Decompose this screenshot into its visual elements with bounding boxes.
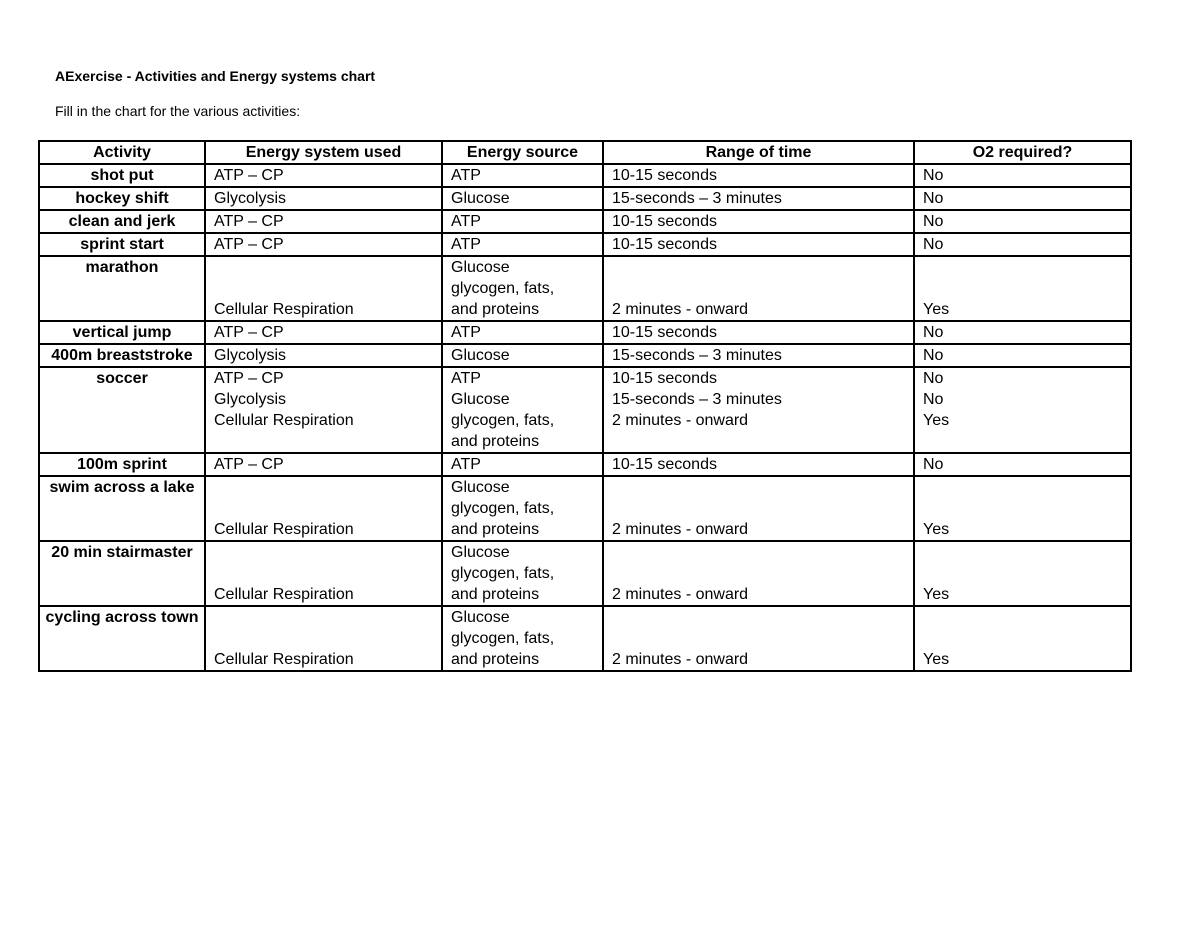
o2-required-cell	[914, 476, 1131, 541]
energy-system-cell	[205, 476, 442, 541]
o2-required-cell	[914, 187, 1131, 210]
activity-cell: soccer	[39, 367, 205, 453]
table-row	[39, 476, 1131, 541]
cell-line: ATP – CP	[214, 236, 284, 253]
cell-line: and proteins	[451, 521, 540, 538]
table-row	[39, 321, 1131, 344]
cell-line: Cellular Respiration	[214, 651, 354, 668]
energy-source-cell	[442, 453, 603, 476]
energy-source-cell	[442, 187, 603, 210]
energy-system-cell	[205, 321, 442, 344]
cell-line: Glucose	[451, 544, 510, 561]
header-activity: Activity	[39, 141, 205, 164]
header-energy-source: Energy source	[442, 141, 603, 164]
range-of-time-cell	[603, 476, 914, 541]
cell-line: 15-seconds – 3 minutes	[612, 391, 782, 408]
o2-required-cell	[914, 344, 1131, 367]
cell-line: 15-seconds – 3 minutes	[612, 347, 782, 364]
cell-line: glycogen, fats,	[451, 630, 555, 647]
o2-required-cell	[914, 256, 1131, 321]
range-of-time-cell	[603, 367, 914, 453]
cell-line: No	[923, 347, 944, 364]
cell-line: 2 minutes - onward	[612, 651, 749, 668]
energy-systems-table	[38, 140, 1132, 672]
cell-line: No	[923, 391, 944, 408]
header-range-of-time: Range of time	[603, 141, 914, 164]
energy-system-cell	[205, 256, 442, 321]
cell-line: ATP	[451, 213, 481, 230]
energy-system-cell	[205, 541, 442, 606]
cell-line: Glucose	[451, 190, 510, 207]
energy-system-cell	[205, 210, 442, 233]
cell-line: Glucose	[451, 259, 510, 276]
energy-source-cell	[442, 210, 603, 233]
cell-line: No	[923, 167, 944, 184]
table-row	[39, 541, 1131, 606]
energy-system-cell	[205, 367, 442, 453]
energy-system-cell	[205, 453, 442, 476]
energy-source-cell	[442, 164, 603, 187]
cell-line: ATP – CP	[214, 324, 284, 341]
cell-line: 10-15 seconds	[612, 213, 717, 230]
energy-source-cell	[442, 541, 603, 606]
activity-cell: shot put	[39, 164, 205, 187]
cell-line: Yes	[923, 586, 950, 603]
energy-system-cell	[205, 164, 442, 187]
energy-system-cell	[205, 233, 442, 256]
cell-line: No	[923, 370, 944, 387]
cell-line: Yes	[923, 521, 950, 538]
activity-cell: sprint start	[39, 233, 205, 256]
energy-system-cell	[205, 344, 442, 367]
cell-line: Cellular Respiration	[214, 301, 354, 318]
page-title: AExercise - Activities and Energy systems chart	[55, 68, 376, 84]
activity-cell: 100m sprint	[39, 453, 205, 476]
cell-line: No	[923, 456, 944, 473]
cell-line: ATP	[451, 167, 481, 184]
activity-cell: swim across a lake	[39, 476, 205, 541]
cell-line: Cellular Respiration	[214, 521, 354, 538]
cell-line: and proteins	[451, 651, 540, 668]
range-of-time-cell	[603, 187, 914, 210]
cell-line: No	[923, 324, 944, 341]
cell-line: glycogen, fats,	[451, 500, 555, 517]
o2-required-cell	[914, 233, 1131, 256]
activity-cell: 400m breaststroke	[39, 344, 205, 367]
cell-line: glycogen, fats,	[451, 280, 555, 297]
cell-line: No	[923, 236, 944, 253]
table-body	[39, 164, 1131, 671]
energy-source-cell	[442, 321, 603, 344]
header-energy-system: Energy system used	[205, 141, 442, 164]
o2-required-cell	[914, 541, 1131, 606]
header-o2-required: O2 required?	[914, 141, 1131, 164]
table-header-row	[39, 141, 1131, 164]
range-of-time-cell	[603, 321, 914, 344]
range-of-time-cell	[603, 164, 914, 187]
table-row	[39, 187, 1131, 210]
range-of-time-cell	[603, 344, 914, 367]
activity-cell: cycling across town	[39, 606, 205, 671]
activity-cell: marathon	[39, 256, 205, 321]
table-row	[39, 233, 1131, 256]
table-row	[39, 606, 1131, 671]
energy-source-cell	[442, 476, 603, 541]
range-of-time-cell	[603, 210, 914, 233]
cell-line: Glucose	[451, 347, 510, 364]
activity-cell: hockey shift	[39, 187, 205, 210]
activity-cell: vertical jump	[39, 321, 205, 344]
cell-line: ATP	[451, 236, 481, 253]
o2-required-cell	[914, 210, 1131, 233]
range-of-time-cell	[603, 256, 914, 321]
cell-line: Yes	[923, 412, 950, 429]
cell-line: 2 minutes - onward	[612, 412, 749, 429]
cell-line: 10-15 seconds	[612, 370, 717, 387]
table-row	[39, 256, 1131, 321]
table-row	[39, 344, 1131, 367]
cell-line: and proteins	[451, 433, 540, 450]
table-row	[39, 210, 1131, 233]
cell-line: Yes	[923, 301, 950, 318]
o2-required-cell	[914, 606, 1131, 671]
cell-line: ATP	[451, 370, 481, 387]
cell-line: Glycolysis	[214, 347, 287, 364]
energy-source-cell	[442, 367, 603, 453]
cell-line: ATP – CP	[214, 456, 284, 473]
cell-line: Glucose	[451, 391, 510, 408]
cell-line: 10-15 seconds	[612, 167, 717, 184]
cell-line: glycogen, fats,	[451, 412, 555, 429]
cell-line: 2 minutes - onward	[612, 586, 749, 603]
cell-line: Cellular Respiration	[214, 586, 354, 603]
cell-line: 10-15 seconds	[612, 236, 717, 253]
energy-system-cell	[205, 187, 442, 210]
activity-cell: clean and jerk	[39, 210, 205, 233]
range-of-time-cell	[603, 453, 914, 476]
cell-line: Glycolysis	[214, 391, 287, 408]
cell-line: ATP – CP	[214, 370, 284, 387]
o2-required-cell	[914, 321, 1131, 344]
cell-line: 2 minutes - onward	[612, 521, 749, 538]
cell-line: ATP – CP	[214, 167, 284, 184]
activity-cell: 20 min stairmaster	[39, 541, 205, 606]
cell-line: No	[923, 213, 944, 230]
cell-line: Glycolysis	[214, 190, 287, 207]
cell-line: ATP	[451, 324, 481, 341]
cell-line: No	[923, 190, 944, 207]
range-of-time-cell	[603, 606, 914, 671]
o2-required-cell	[914, 453, 1131, 476]
cell-line: Cellular Respiration	[214, 412, 354, 429]
cell-line: 2 minutes - onward	[612, 301, 749, 318]
cell-line: ATP – CP	[214, 213, 284, 230]
cell-line: and proteins	[451, 586, 540, 603]
cell-line: glycogen, fats,	[451, 565, 555, 582]
cell-line: 10-15 seconds	[612, 456, 717, 473]
table-row	[39, 367, 1131, 453]
table-row	[39, 453, 1131, 476]
cell-line: Glucose	[451, 609, 510, 626]
table-row	[39, 164, 1131, 187]
energy-source-cell	[442, 344, 603, 367]
energy-system-cell	[205, 606, 442, 671]
o2-required-cell	[914, 367, 1131, 453]
range-of-time-cell	[603, 233, 914, 256]
cell-line: Yes	[923, 651, 950, 668]
energy-source-cell	[442, 233, 603, 256]
cell-line: and proteins	[451, 301, 540, 318]
cell-line: 15-seconds – 3 minutes	[612, 190, 782, 207]
o2-required-cell	[914, 164, 1131, 187]
range-of-time-cell	[603, 541, 914, 606]
energy-source-cell	[442, 606, 603, 671]
instructions-text: Fill in the chart for the various activities:	[55, 103, 301, 119]
cell-line: 10-15 seconds	[612, 324, 717, 341]
energy-source-cell	[442, 256, 603, 321]
cell-line: Glucose	[451, 479, 510, 496]
cell-line: ATP	[451, 456, 481, 473]
